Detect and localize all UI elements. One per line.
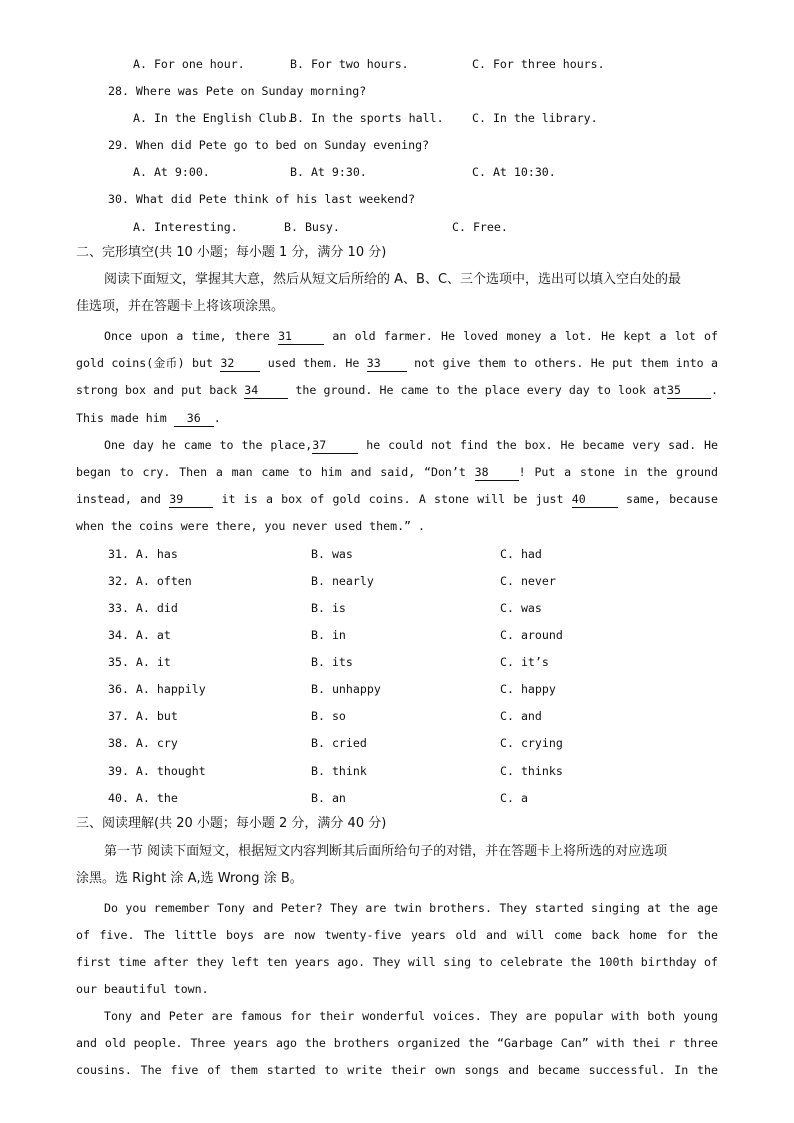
cloze-passage-line: began to cry. Then a man came to him and said, “Don’t 38 ! Put a stone in the ground — [76, 465, 718, 479]
cloze-passage-line: gold coins(金币) but 32 used them. He 33 not give them to others. He put them into a — [76, 356, 719, 370]
reading-passage-line: first time after they left ten years ago. They will sing to celebrate the 100th birthday of — [76, 955, 718, 969]
option-a: 35. A. it — [108, 655, 171, 669]
q29-question: 29. When did Pete go to bed on Sunday evening? — [108, 138, 430, 152]
cloze-passage-line: strong box and put back 34 the ground. He came to the place every day to look at35 . — [76, 383, 718, 397]
option-c: C. thinks — [500, 764, 563, 778]
q29-option-c: C. At 10:30. — [472, 165, 556, 179]
option-a: 37. A. but — [108, 709, 178, 723]
blank-36: 36 — [174, 411, 214, 427]
option-c: C. and — [500, 709, 542, 723]
option-a: 33. A. did — [108, 601, 178, 615]
reading-passage-line: Tony and Peter are famous for their wonderful voices. They are popular with both young — [104, 1009, 718, 1023]
option-b: B. in — [311, 628, 346, 642]
reading-passage-line: our beautiful town. — [76, 982, 209, 996]
option-b: B. nearly — [311, 574, 374, 588]
q30-option-b: B. Busy. — [284, 220, 340, 234]
cloze-passage-line: when the coins were there, you never used them.” . — [76, 519, 426, 533]
option-c: C. a — [500, 791, 528, 805]
option-b: B. unhappy — [311, 682, 381, 696]
cloze-instruction-2: 佳选项，并在答题卡上将该项涂黑。 — [76, 299, 285, 314]
q30-option-a: A. Interesting. — [133, 220, 238, 234]
blank-31: 31 — [278, 329, 324, 345]
q28-option-c: C. In the library. — [472, 111, 598, 125]
option-a: 36. A. happily — [108, 682, 206, 696]
blank-37: 37 — [312, 438, 358, 454]
option-c: C. around — [500, 628, 563, 642]
cloze-passage-line: Once upon a time, there 31 an old farmer. He loved money a lot. He kept a lot of — [104, 329, 719, 343]
reading-heading: 三、阅读理解(共 20 小题；每小题 2 分，满分 40 分) — [76, 816, 387, 831]
q30-question: 30. What did Pete think of his last weekend? — [108, 192, 416, 206]
q28-question: 28. Where was Pete on Sunday morning? — [108, 84, 367, 98]
reading-passage-line: of five. The little boys are now twenty-five years old and will come back home for the — [76, 928, 718, 942]
q29-option-a: A. At 9:00. — [133, 165, 210, 179]
reading-instruction-2: 涂黑。选 Right 涂 A,选 Wrong 涂 B。 — [76, 871, 303, 886]
q30-option-c: C. Free. — [452, 220, 508, 234]
q27-option-b: B. For two hours. — [290, 57, 409, 71]
option-c: C. was — [500, 601, 542, 615]
cloze-passage-line: This made him 36 . — [76, 411, 221, 425]
cloze-passage-line: instead, and 39 it is a box of gold coins. A stone will be just 40 same, because — [76, 492, 719, 506]
reading-passage-line: Do you remember Tony and Peter? They are twin brothers. They started singing at the age — [104, 901, 718, 915]
reading-passage-line: and old people. Three years ago the brothers organized the “Garbage Can” with thei r three — [76, 1036, 718, 1050]
q28-option-b: B. In the sports hall. — [290, 111, 444, 125]
blank-39: 39 — [169, 492, 213, 508]
q29-option-b: B. At 9:30. — [290, 165, 367, 179]
option-c: C. crying — [500, 736, 563, 750]
cloze-instruction-1: 阅读下面短文，掌握其大意，然后从短文后所给的 A、B、C、三个选项中，选出可以填入空白处的最 — [104, 272, 682, 287]
option-b: B. cried — [311, 736, 367, 750]
option-a: 39. A. thought — [108, 764, 206, 778]
option-c: C. happy — [500, 682, 556, 696]
blank-34: 34 — [244, 383, 288, 399]
option-a: 32. A. often — [108, 574, 192, 588]
option-a: 34. A. at — [108, 628, 171, 642]
reading-passage-line: cousins. The five of them started to write their own songs and became successful. In the — [76, 1063, 718, 1077]
option-b: B. think — [311, 764, 367, 778]
blank-32: 32 — [220, 356, 260, 372]
cloze-passage-line: One day he came to the place,37 he could not find the box. He became very sad. He — [104, 438, 719, 452]
reading-instruction-1: 第一节 阅读下面短文，根据短文内容判断其后面所给句子的对错，并在答题卡上将所选的对应选项 — [104, 844, 668, 859]
q27-option-a: A. For one hour. — [133, 57, 245, 71]
q28-option-a: A. In the English Club. — [133, 111, 294, 125]
option-c: C. had — [500, 547, 542, 561]
option-a: 40. A. the — [108, 791, 178, 805]
option-b: B. an — [311, 791, 346, 805]
blank-33: 33 — [367, 356, 407, 372]
option-b: B. its — [311, 655, 353, 669]
blank-40: 40 — [572, 492, 618, 508]
cloze-heading: 二、完形填空(共 10 小题；每小题 1 分，满分 10 分) — [76, 245, 387, 260]
blank-38: 38 — [475, 465, 519, 481]
option-a: 31. A. has — [108, 547, 178, 561]
option-c: C. never — [500, 574, 556, 588]
blank-35: 35 — [667, 383, 711, 399]
option-b: B. was — [311, 547, 353, 561]
option-c: C. it’s — [500, 655, 549, 669]
option-b: B. is — [311, 601, 346, 615]
option-b: B. so — [311, 709, 346, 723]
option-a: 38. A. cry — [108, 736, 178, 750]
q27-option-c: C. For three hours. — [472, 57, 605, 71]
